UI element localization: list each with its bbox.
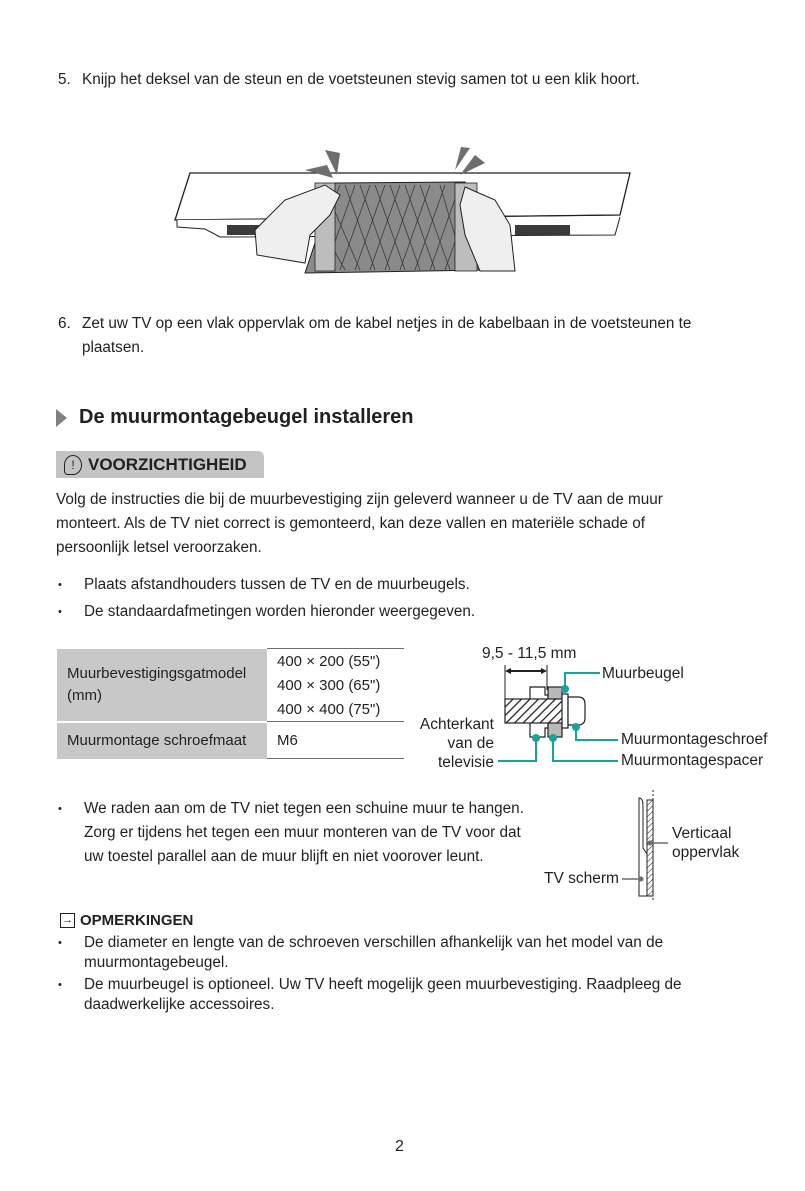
text-line: We raden aan om de TV niet tegen een schuine muur te hangen. [84,800,524,817]
warning-icon: ! [64,455,82,475]
cell-text: (mm) [67,686,102,704]
label-line: Verticaal [672,825,732,842]
bullet-text: Plaats afstandhouders tussen de TV en de muurbeugels. [84,576,470,593]
label-line: oppervlak [672,844,740,861]
triangle-bullet-icon [56,409,67,427]
table-label-cell [57,649,267,722]
spec-table [57,648,404,759]
bullet-dot-icon: • [58,579,62,591]
note-text [84,975,682,1015]
text-line: uw toestel parallel aan de muur blijft en niet voorover leunt. [84,848,484,865]
table-value-cell: M6 [267,722,404,759]
bullet-dot-icon: • [58,606,62,618]
wall-diagram [540,788,780,903]
table-row [57,649,404,674]
label-line: televisie [438,754,494,771]
notes-title: OPMERKINGEN [80,912,194,929]
step-number: 6. [58,315,71,332]
tv-stand-illustration [165,145,640,275]
table-value-cell: 400 × 400 (75") [267,697,404,722]
label-line: Achterkant [419,716,494,733]
section-heading [56,406,414,429]
text-line: daadwerkelijke accessoires. [84,996,275,1013]
label-line: van de [447,735,494,752]
text-line: De diameter en lengte van de schroeven verschillen afhankelijk van het model van de [84,934,664,951]
screen-label: TV scherm [544,870,619,887]
step-number: 5. [58,71,71,88]
paragraph-line: monteert. Als de TV niet correct is gemonteerd, kan deze vallen en materiële schade of [56,515,645,532]
table-value-cell: 400 × 200 (55") [267,649,404,674]
step-text [82,312,762,360]
paragraph-line: Volg de instructies die bij de muurbevestiging zijn geleverd wanneer u de TV aan de muur [56,491,663,508]
note-arrow-icon: → [62,914,73,926]
note-text [84,933,663,973]
page-number: 2 [395,1138,404,1155]
bullet-dot-icon: • [58,937,62,949]
step-text-line: Zet uw TV op een vlak oppervlak om de kabel netjes in de kabelbaan in de voetsteunen te [82,315,692,332]
wall-label [672,824,739,862]
screw-diagram [410,640,800,775]
bullet-text: De standaardafmetingen worden hieronder weergegeven. [84,603,476,620]
spacer-label: Muurmontagespacer [621,752,764,769]
bullet-text [84,797,524,869]
text-line: muurmontagebeugel. [84,954,229,971]
dimension-label: 9,5 - 11,5 mm [482,645,577,662]
bullet-dot-icon: • [58,979,62,991]
cell-text: Muurbevestigingsgatmodel [67,664,247,682]
notes-heading [60,912,193,929]
bracket-label: Muurbeugel [602,665,684,682]
caution-paragraph [56,488,746,560]
step-6 [58,312,758,362]
text-line: De muurbeugel is optioneel. Uw TV heeft mogelijk geen muurbevestiging. Raadpleeg de [84,976,682,993]
table-value-cell: 400 × 300 (65") [277,676,381,694]
caution-label: VOORZICHTIGHEID [88,454,247,474]
section-title: De muurmontagebeugel installeren [79,406,414,428]
paragraph-line: persoonlijk letsel veroorzaken. [56,539,262,556]
screw-label: Muurmontageschroef [621,731,768,748]
step-text-line: plaatsen. [82,339,145,356]
table-label-cell: Muurmontage schroefmaat [57,722,267,759]
text-line: Zorg er tijdens het tegen een muur monteren van de TV voor dat [84,824,521,841]
step-text: Knijp het deksel van de steun en de voetsteunen stevig samen tot u een klik hoort. [82,71,640,88]
tv-back-label [416,715,494,772]
table-row [57,722,404,759]
caution-badge [56,451,264,478]
bullet-dot-icon: • [58,803,62,815]
